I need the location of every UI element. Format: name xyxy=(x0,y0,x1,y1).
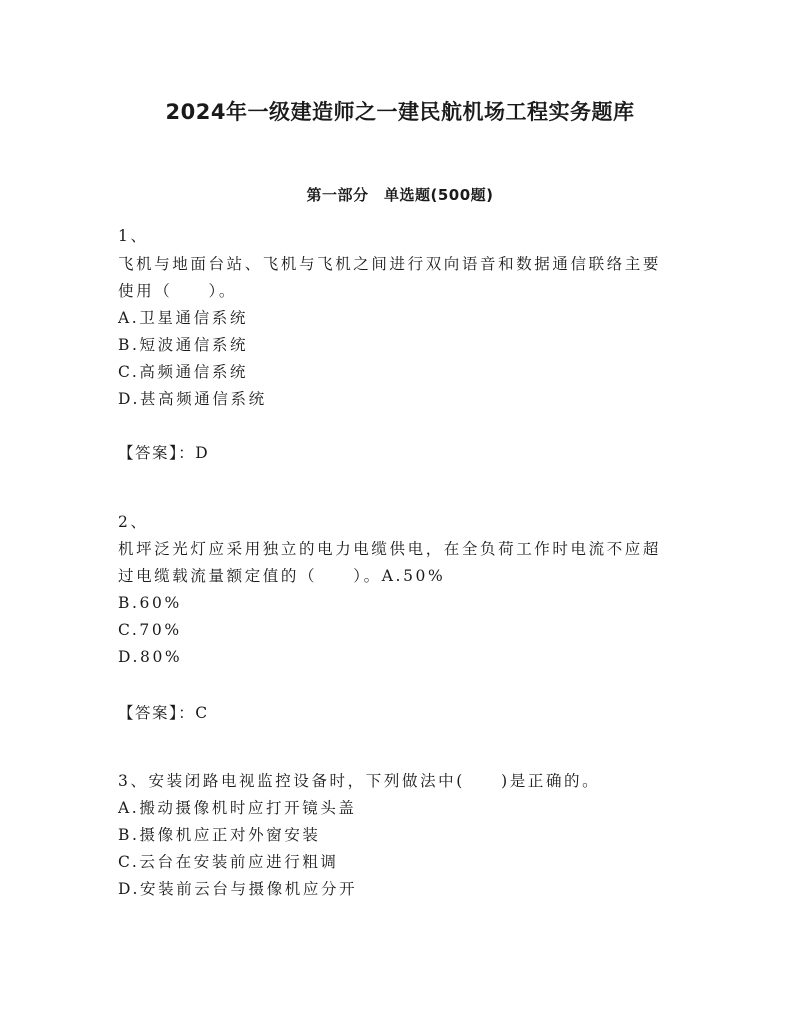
question-1-option-b: B.短波通信系统 xyxy=(118,336,249,354)
document-title: 2024年一级建造师之一建民航机场工程实务题库 xyxy=(165,100,635,124)
question-1-stem-line-1: 飞机与地面台站、飞机与飞机之间进行双向语音和数据通信联络主要 xyxy=(118,255,662,273)
question-1-number: 1、 xyxy=(118,227,149,245)
question-2-option-d: D.80% xyxy=(118,648,183,666)
question-1-answer: 【答案】：D xyxy=(118,444,210,462)
question-2-option-b: B.60% xyxy=(118,594,182,612)
question-3-option-c: C.云台在安装前应进行粗调 xyxy=(118,853,339,871)
question-3-option-d: D.安装前云台与摄像机应分开 xyxy=(118,880,358,898)
question-2-stem-line-2: 过电缆载流量额定值的（ ）。A.50% xyxy=(118,567,446,585)
question-2-stem-line-1: 机坪泛光灯应采用独立的电力电缆供电，在全负荷工作时电流不应超 xyxy=(118,540,662,558)
question-1-option-d: D.甚高频通信系统 xyxy=(118,390,267,408)
question-1-stem-line-2: 使用（ ）。 xyxy=(118,282,237,300)
question-1-option-a: A.卫星通信系统 xyxy=(118,309,248,327)
question-1-option-c: C.高频通信系统 xyxy=(118,363,249,381)
question-2-option-c: C.70% xyxy=(118,621,182,639)
question-3-option-a: A.搬动摄像机时应打开镜头盖 xyxy=(118,799,357,817)
question-2-number: 2、 xyxy=(118,513,149,531)
question-3-option-b: B.摄像机应正对外窗安装 xyxy=(118,826,321,844)
question-2-answer: 【答案】：C xyxy=(118,704,209,722)
section-title: 第一部分 单选题(500题) xyxy=(306,186,494,204)
question-3-stem-line-1: 3、安装闭路电视监控设备时，下列做法中( )是正确的。 xyxy=(118,772,601,790)
